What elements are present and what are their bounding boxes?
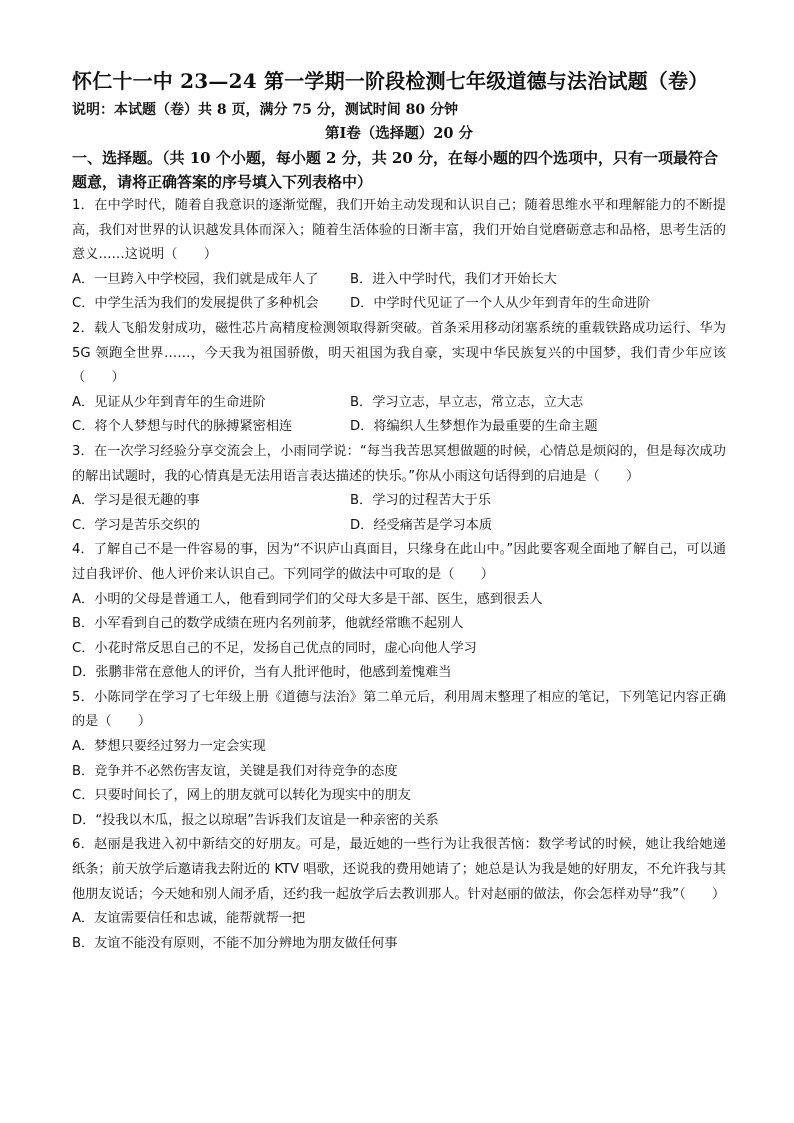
option-a[interactable]: A．学习是很无趣的事 [72,493,200,509]
question-6 [72,833,726,956]
option-list [72,735,726,833]
option-a[interactable]: A．小明的父母是普通工人，他看到同学们的父母大多是干部、医生，感到很丢人 [72,591,543,607]
option-c[interactable]: C．小花时常反思自己的不足，发扬自己优点的同时，虚心向他人学习 [72,640,477,656]
option-d[interactable]: D．中学时代见证了一个人从少年到青年的生命进阶 [350,296,651,312]
option-b[interactable]: B．学习的过程苦大于乐 [350,493,491,509]
exam-instructions: 说明：本试题（卷）共 8 页，满分 75 分，测试时间 80 分钟 [72,102,458,118]
question-stem: 4．了解自己不是一件容易的事，因为“不识庐山真面目，只缘身在此山中。”因此要客观全面地了解自己，可以通过自我评价、他人评价来认识自己。下列同学的做法中可取的是（ ） [72,542,726,582]
option-a[interactable]: A．友谊需要信任和忠诚，能帮就帮一把 [72,911,306,927]
option-c[interactable]: C．将个人梦想与时代的脉搏紧密相连 [72,419,293,435]
question-stem: 5．小陈同学在学习了七年级上册《道德与法治》第二单元后，利用周末整理了相应的笔记，下列笔记内容正确的是（ ） [72,689,726,730]
option-b[interactable]: B．小军看到自己的数学成绩在班内名列前茅，他就经常瞧不起别人 [72,616,464,632]
option-list [72,391,726,440]
option-list [72,907,726,956]
option-c[interactable]: C．中学生活为我们的发展提供了多种机会 [72,296,319,312]
option-c[interactable]: C．只要时间长了，网上的朋友就可以转化为现实中的朋友 [72,788,411,804]
section-heading: 一、选择题。（共 10 个小题，每小题 2 分，共 20 分，在每小题的四个选项中，只有一项最符合题意，请将正确答案的序号填入下列表格中） [72,149,719,191]
option-d[interactable]: D．张鹏非常在意他人的评价，当有人批评他时，他感到羞愧难当 [72,665,452,681]
question-stem: 2．载人飞船发射成功，磁性芯片高精度检测领取得新突破。首条采用移动闭塞系统的重载铁路成功运行、华为 5G 领跑全世界……，今天我为祖国骄傲，明天祖国为我自豪，实现中华民族复兴的中国梦，我们青少年应该（ ） [72,320,726,386]
question-stem: 1．在中学时代，随着自我意识的逐渐觉醒，我们开始主动发现和认识自己；随着思维水平和理解能力的不断提高，我们对世界的认识越发具体而深入；随着生活体验的日渐丰富，我们开始自觉磨砺意志和品格，思考生活的意义……这说明（ ） [72,198,726,263]
question-1 [72,194,726,317]
option-b[interactable]: B．学习立志，早立志，常立志，立大志 [350,394,584,410]
option-a[interactable]: A．一旦跨入中学校园，我们就是成年人了 [72,271,319,287]
option-b[interactable]: B．友谊不能没有原则，不能不加分辨地为朋友做任何事 [72,935,398,951]
exam-title: 怀仁十一中 23—24 第一学期一阶段检测七年级道德与法治试题（卷） [72,69,709,93]
question-4 [72,538,726,686]
option-a[interactable]: A．见证从少年到青年的生命进阶 [72,394,266,410]
option-b[interactable]: B．进入中学时代，我们才开始长大 [350,271,557,287]
option-d[interactable]: D．“投我以木瓜，报之以琼琚”告诉我们友谊是一种亲密的关系 [72,812,439,828]
option-b[interactable]: B．竞争并不必然伤害友谊，关键是我们对待竞争的态度 [72,763,398,779]
question-3 [72,440,726,538]
option-d[interactable]: D．经受痛苦是学习本质 [350,517,493,533]
option-list [72,588,726,686]
option-list [72,268,726,317]
option-list [72,489,726,538]
option-c[interactable]: C．学习是苦乐交织的 [72,517,200,533]
question-stem: 6．赵丽是我进入初中新结交的好朋友。可是，最近她的一些行为让我很苦恼：数学考试的时候，她让我给她递纸条；前天放学后邀请我去附近的 KTV 唱歌，还说我的费用她请了；她总是认为我是她的好朋友，不允许我与其他朋友说话；今天她和别人闹矛盾，还约我一起放学后去教训那人。针对赵丽的做法，你会怎样劝导“我”（ ） [72,837,726,902]
option-d[interactable]: D．将编织人生梦想作为最重要的生命主题 [350,419,598,435]
part-one-title: 第Ⅰ卷（选择题）20 分 [324,125,473,142]
option-a[interactable]: A．梦想只要经过努力一定会实现 [72,739,266,755]
question-stem: 3．在一次学习经验分享交流会上，小雨同学说：“每当我苦思冥想做题的时候，心情总是烦闷的，但是每次成功的解出试题时，我的心情真是无法用语言表达描述的快乐。”你从小雨这句话得到的启迪是（ ） [72,443,726,484]
question-2 [72,317,726,440]
question-5 [72,686,726,834]
